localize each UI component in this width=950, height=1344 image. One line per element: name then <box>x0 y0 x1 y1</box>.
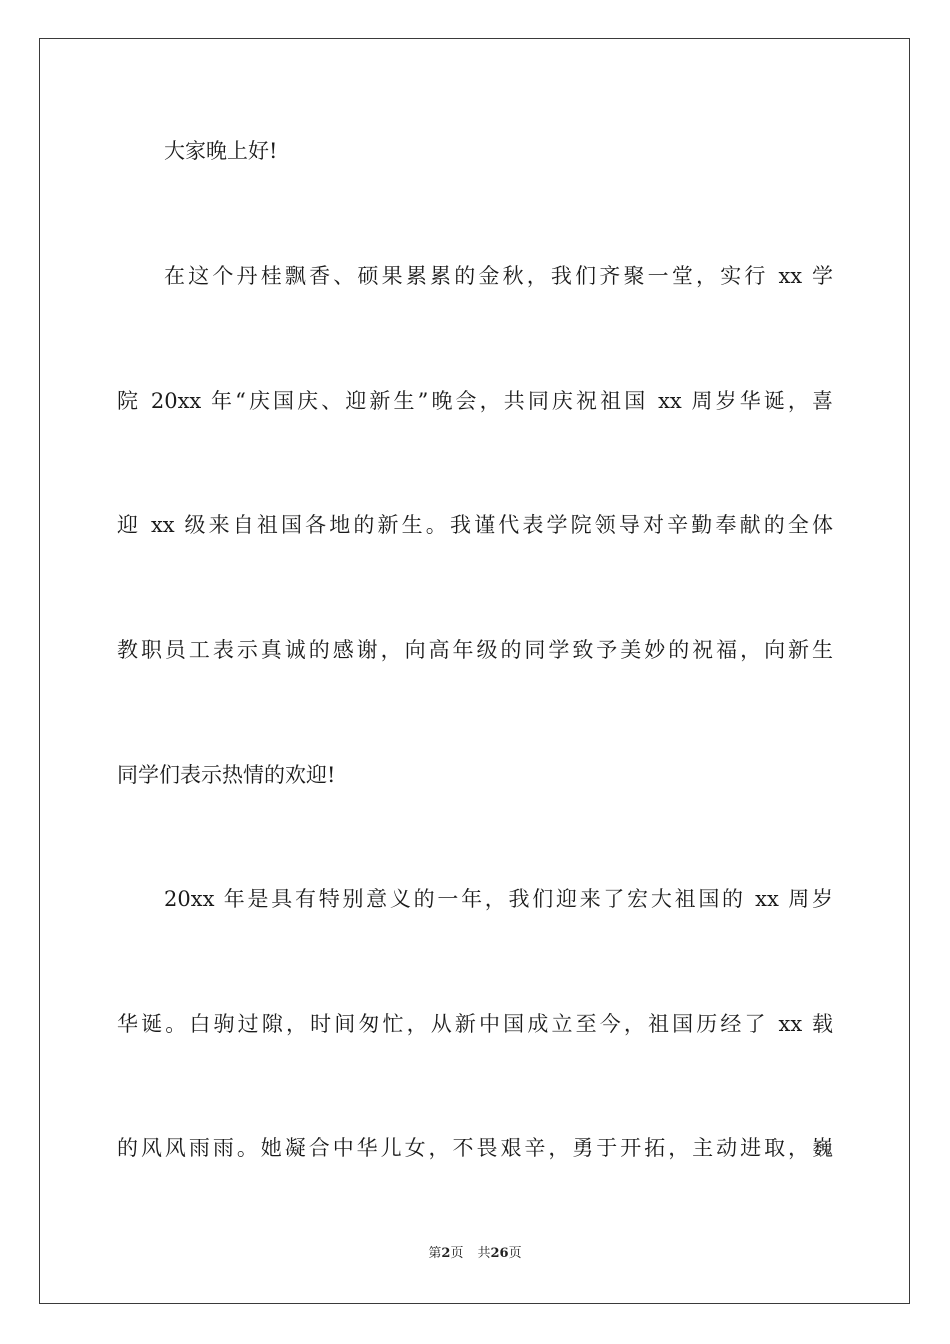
body-line-2: 院 20xx 年“庆国庆、迎新生”晚会，共同庆祝祖国 xx 周岁华诞，喜 <box>117 389 833 413</box>
total-suffix: 页 <box>508 1246 522 1261</box>
total-prefix: 共 <box>477 1246 491 1261</box>
body-line-1: 在这个丹桂飘香、硕果累累的金秋，我们齐聚一堂，实行 xx 学 <box>164 264 833 288</box>
body-line-5: 同学们表示热情的欢迎! <box>117 763 336 787</box>
page-number: 2 <box>441 1246 451 1261</box>
total-pages: 26 <box>490 1246 509 1261</box>
page-prefix: 第 <box>428 1246 442 1261</box>
body-line-8: 的风风雨雨。她凝合中华儿女，不畏艰辛，勇于开拓，主动进取，巍 <box>117 1136 833 1160</box>
page-border <box>39 38 910 1304</box>
body-line-4: 教职员工表示真诚的感谢，向高年级的同学致予美妙的祝福，向新生 <box>117 638 833 662</box>
page-suffix: 页 <box>450 1246 464 1261</box>
greeting-line: 大家晚上好! <box>164 139 278 163</box>
body-line-3: 迎 xx 级来自祖国各地的新生。我谨代表学院领导对辛勤奉献的全体 <box>117 513 833 537</box>
page-footer <box>0 1245 950 1263</box>
body-line-6: 20xx 年是具有特别意义的一年，我们迎来了宏大祖国的 xx 周岁 <box>164 887 833 911</box>
body-line-7: 华诞。白驹过隙，时间匆忙，从新中国成立至今，祖国历经了 xx 载 <box>117 1012 833 1036</box>
